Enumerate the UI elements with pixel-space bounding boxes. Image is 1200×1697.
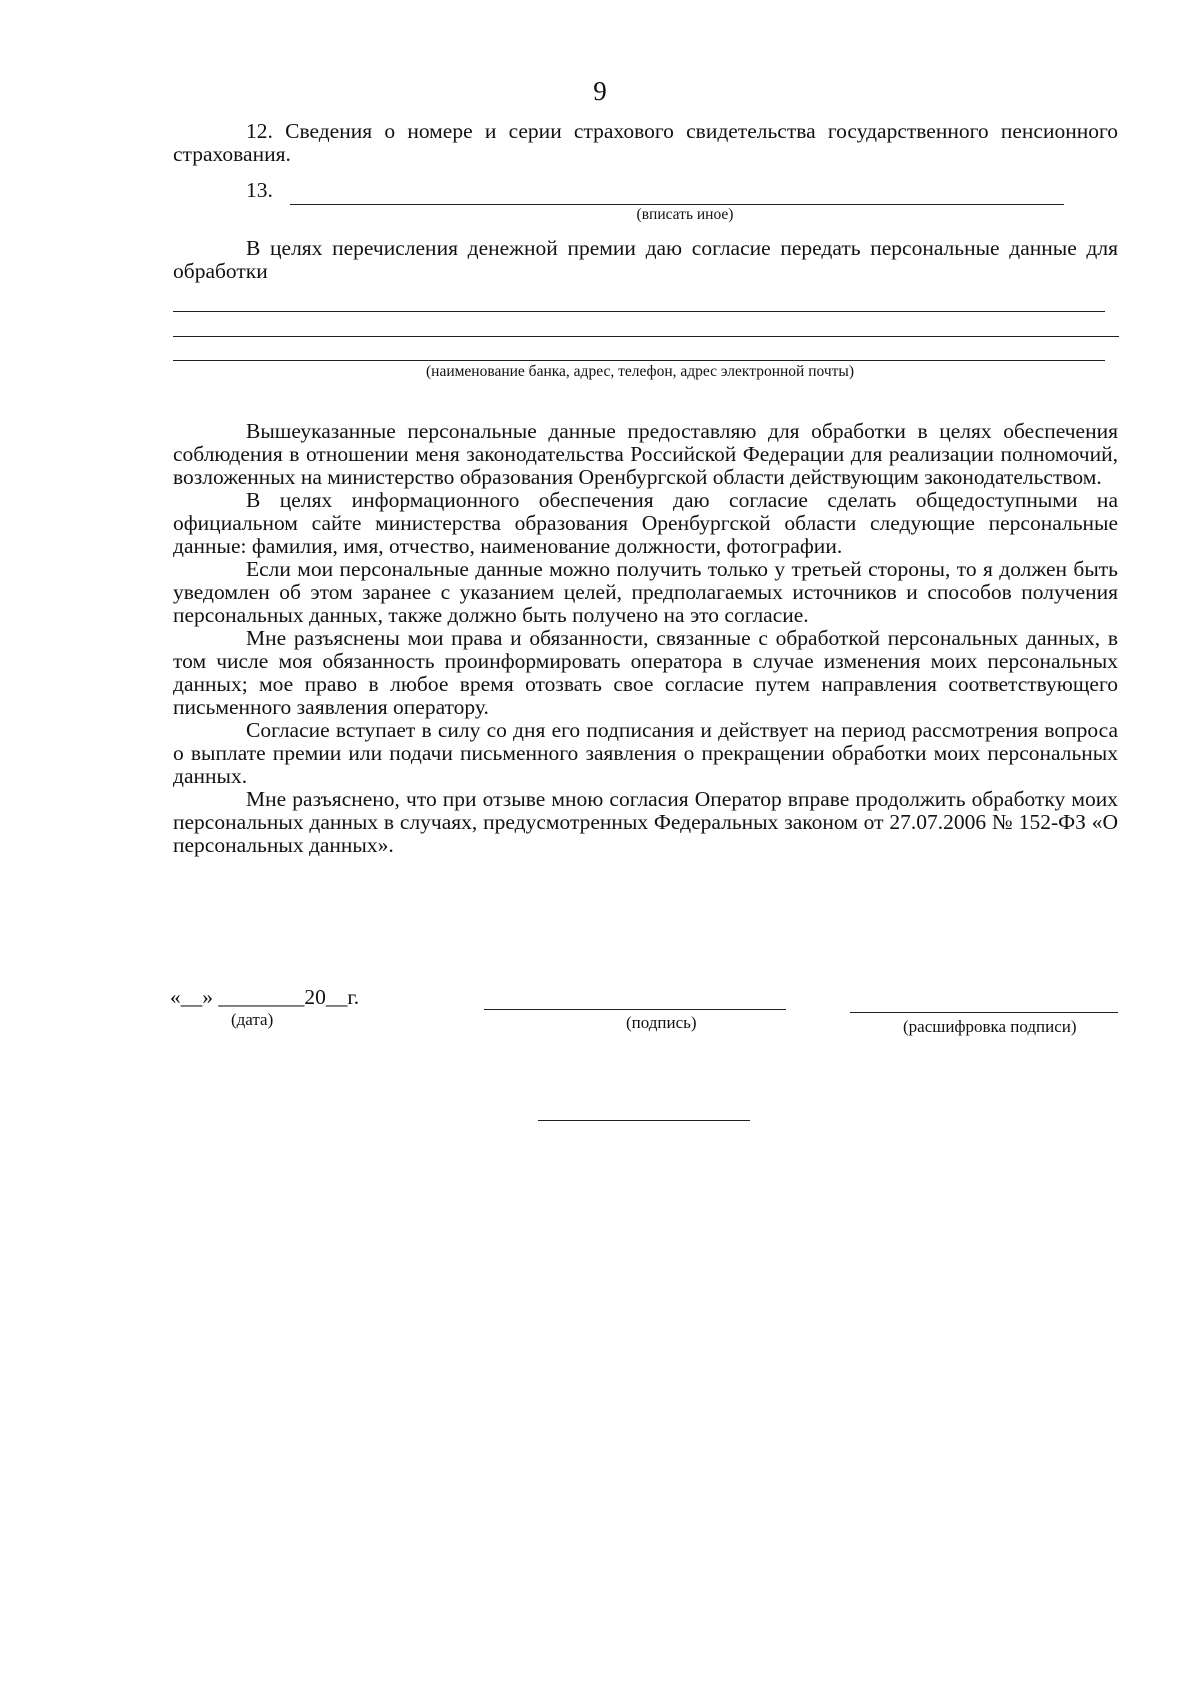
page-number: 9 <box>593 76 607 106</box>
end-divider <box>538 1120 750 1121</box>
signature-line <box>484 1009 786 1010</box>
item-12-text: 12. Сведения о номере и серии страхового свидетельства государственного пенсионного страхования. <box>173 119 1118 166</box>
paragraph-withdrawal: Мне разъяснено, что при отзыве мною согласия Оператор вправе продолжить обработку моих персональных данных в случаях, предусмотренных Федеральных законом от 27.07.2006 № 152-ФЗ «О персональных данных». <box>173 787 1118 857</box>
item-13-caption: (вписать иное) <box>636 206 734 223</box>
paragraph-public-data: В целях информационного обеспечения даю согласие сделать общедоступными на официальном сайте министерства образования Оренбургской области следующие персональные данные: фамилия, имя, отчество, наименование должности, фотографии. <box>173 488 1118 558</box>
date-line: «__» ________20__г. <box>170 985 360 1009</box>
bank-caption: (наименование банка, адрес, телефон, адрес электронной почты) <box>425 363 854 380</box>
bank-blank-line-2 <box>173 336 1119 337</box>
item-13-label: 13. <box>246 178 273 202</box>
bank-blank-line-1 <box>173 311 1105 312</box>
paragraph-third-party: Если мои персональные данные можно получить только у третьей стороны, то я должен быть уведомлен об этом заранее с указанием целей, предполагаемых источников и способов получения персональных данных, также должно быть получено на это согласие. <box>173 557 1118 627</box>
signature-caption: (подпись) <box>626 1013 697 1032</box>
paragraph-validity: Согласие вступает в силу со дня его подписания и действует на период рассмотрения вопроса о выплате премии или подачи письменного заявления о прекращении обработки моих персональных данных. <box>173 718 1118 788</box>
item-13-blank-line <box>290 204 1064 205</box>
paragraph-rights: Мне разъяснены мои права и обязанности, связанные с обработкой персональных данных, в том числе моя обязанность проинформировать оператора в случае изменения моих персональных данных; мое право в любое время отозвать свое согласие путем направления соответствующего письменного заявления оператору. <box>173 626 1118 719</box>
bank-consent-text: В целях перечисления денежной премии даю согласие передать персональные данные для обработки <box>173 236 1118 283</box>
signature-decoding-line <box>850 1012 1118 1013</box>
bank-blank-line-3 <box>173 360 1105 361</box>
consent-body <box>173 420 1118 857</box>
date-caption: (дата) <box>231 1010 274 1029</box>
paragraph-purpose: Вышеуказанные персональные данные предоставляю для обработки в целях обеспечения соблюдения в отношении меня законодательства Российской Федерации для реализации полномочий, возложенных на министерство образования Оренбургской области действующим законодательством. <box>173 419 1118 489</box>
signature-decoding-caption: (расшифровка подписи) <box>903 1017 1077 1036</box>
